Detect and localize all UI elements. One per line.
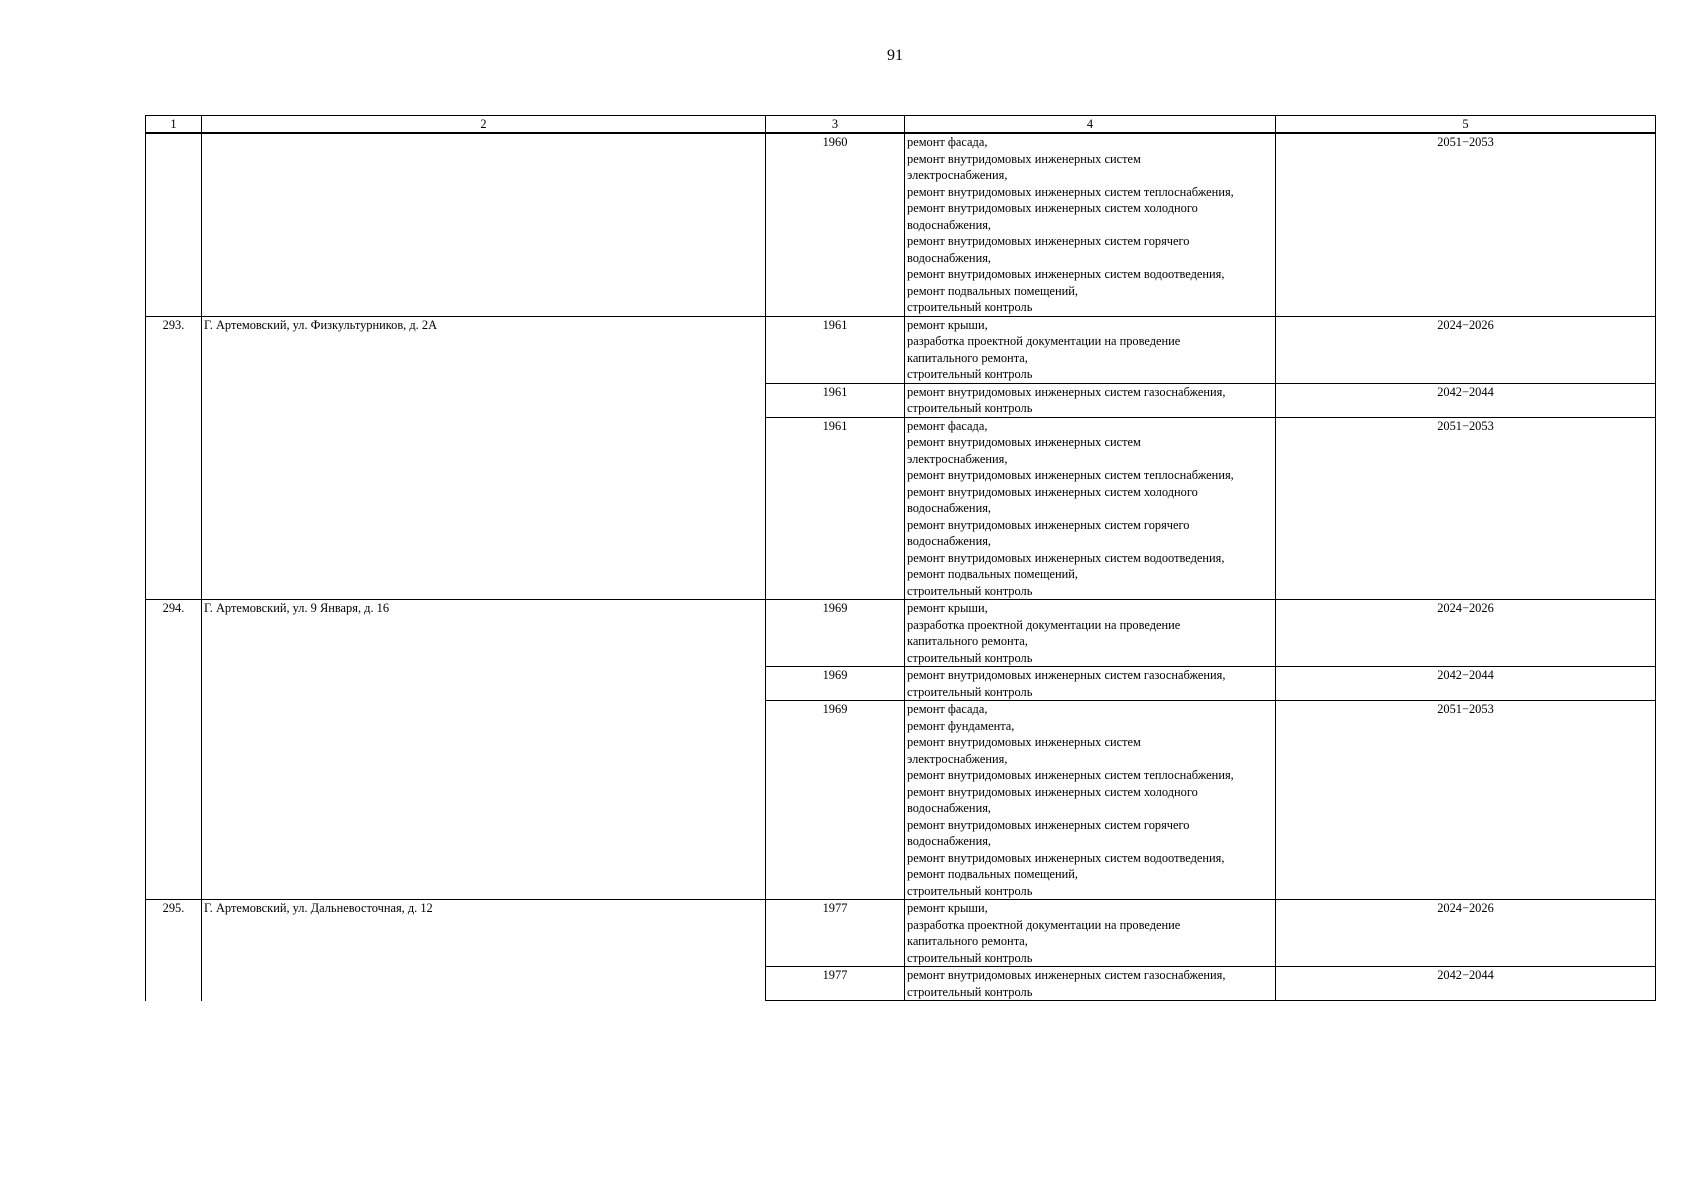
work-item: разработка проектной документации на проведение [907,917,1181,932]
works-list-cell [905,383,1276,417]
build-year-cell: 1969 [766,600,905,667]
work-item: ремонт внутридомовых инженерных систем [907,735,1141,749]
work-item: водоснабжения, [907,834,991,848]
work-item: строительный контроль [907,984,1033,999]
work-item: строительный контроль [907,883,1033,898]
work-item: ремонт внутридомовых инженерных систем [907,151,1141,166]
column-header: 5 [1276,116,1656,134]
column-number-header-row [146,116,1656,134]
work-item: электроснабжения, [907,751,1008,766]
planned-period-cell: 2051−2053 [1276,133,1656,316]
work-item: ремонт внутридомовых инженерных систем газоснабжения, [907,668,1226,682]
address-cell: Г. Артемовский, ул. 9 Января, д. 16 [202,600,766,900]
work-item: водоснабжения, [907,250,991,265]
work-item: ремонт внутридомовых инженерных систем водоотведения, [907,550,1225,565]
work-item: ремонт внутридомовых инженерных систем газоснабжения, [907,384,1226,399]
work-item: водоснабжения, [907,534,991,548]
work-item: строительный контроль [907,401,1033,415]
column-header: 4 [905,116,1276,134]
planned-period-cell: 2051−2053 [1276,417,1656,600]
work-item: капитального ремонта, [907,634,1028,648]
work-item: ремонт фасада, [907,418,988,433]
work-item: ремонт внутридомовых инженерных систем холодного [907,784,1198,799]
works-list-cell [905,133,1276,316]
object-number-cell: 295. [146,900,202,1001]
work-item: разработка проектной документации на проведение [907,334,1181,348]
planned-period-cell: 2042−2044 [1276,967,1656,1001]
build-year-cell: 1977 [766,900,905,967]
planned-period-cell: 2024−2026 [1276,900,1656,967]
work-item: ремонт внутридомовых инженерных систем горячего [907,517,1190,532]
work-item: ремонт крыши, [907,601,988,615]
work-item: строительный контроль [907,684,1033,699]
table-row [146,133,1656,316]
address-cell: Г. Артемовский, ул. Дальневосточная, д. 12 [202,900,766,1001]
column-header: 1 [146,116,202,134]
work-item: ремонт подвальных помещений, [907,567,1078,581]
work-item: строительный контроль [907,650,1033,665]
build-year-cell: 1969 [766,701,905,900]
address-cell [202,133,766,316]
work-item: ремонт подвальных помещений, [907,283,1078,298]
work-item: ремонт подвальных помещений, [907,867,1078,881]
work-item: электроснабжения, [907,451,1008,466]
work-item: ремонт фасада, [907,702,988,716]
object-number-cell: 294. [146,600,202,900]
work-item: строительный контроль [907,300,1033,314]
build-year-cell: 1969 [766,667,905,701]
build-year-cell: 1961 [766,383,905,417]
work-item: водоснабжения, [907,801,991,815]
work-item: водоснабжения, [907,217,991,232]
work-item: ремонт внутридомовых инженерных систем [907,435,1141,449]
column-header: 2 [202,116,766,134]
build-year-cell: 1961 [766,316,905,383]
work-item: ремонт внутридомовых инженерных систем водоотведения, [907,850,1225,865]
work-item: водоснабжения, [907,501,991,515]
object-number-cell [146,133,202,316]
works-list-cell [905,417,1276,600]
work-item: ремонт крыши, [907,317,988,332]
table-row [146,900,1656,967]
works-list-cell [905,316,1276,383]
work-item: разработка проектной документации на проведение [907,617,1181,632]
work-item: ремонт фундамента, [907,718,1015,733]
works-list-cell [905,667,1276,701]
planned-period-cell: 2024−2026 [1276,316,1656,383]
object-number-cell: 293. [146,316,202,600]
build-year-cell: 1960 [766,133,905,316]
build-year-cell: 1977 [766,967,905,1001]
works-list-cell [905,600,1276,667]
work-item: ремонт внутридомовых инженерных систем теплоснабжения, [907,184,1234,199]
planned-period-cell: 2024−2026 [1276,600,1656,667]
work-item: строительный контроль [907,367,1033,381]
works-list-cell [905,900,1276,967]
work-item: строительный контроль [907,950,1033,965]
work-item: ремонт внутридомовых инженерных систем газоснабжения, [907,968,1226,982]
work-item: ремонт внутридомовых инженерных систем холодного [907,201,1198,215]
planned-period-cell: 2042−2044 [1276,383,1656,417]
work-item: ремонт внутридомовых инженерных систем горячего [907,817,1190,832]
build-year-cell: 1961 [766,417,905,600]
work-item: ремонт крыши, [907,901,988,915]
work-item: капитального ремонта, [907,350,1028,365]
page-number: 91 [887,47,903,64]
work-item: ремонт внутридомовых инженерных систем водоотведения, [907,267,1225,281]
planned-period-cell: 2051−2053 [1276,701,1656,900]
work-item: ремонт внутридомовых инженерных систем холодного [907,484,1198,499]
work-item: ремонт внутридомовых инженерных систем теплоснабжения, [907,468,1234,482]
works-list-cell [905,967,1276,1001]
work-item: строительный контроль [907,583,1033,598]
planned-period-cell: 2042−2044 [1276,667,1656,701]
column-header: 3 [766,116,905,134]
works-list-cell [905,701,1276,900]
work-item: электроснабжения, [907,168,1008,182]
work-item: ремонт внутридомовых инженерных систем теплоснабжения, [907,768,1234,782]
table-row [146,316,1656,383]
address-cell: Г. Артемовский, ул. Физкультурников, д. 2А [202,316,766,600]
table-row [146,600,1656,667]
work-item: ремонт внутридомовых инженерных систем горячего [907,234,1190,248]
capital-repair-table [145,115,1656,1001]
work-item: капитального ремонта, [907,934,1028,948]
work-item: ремонт фасада, [907,135,988,149]
